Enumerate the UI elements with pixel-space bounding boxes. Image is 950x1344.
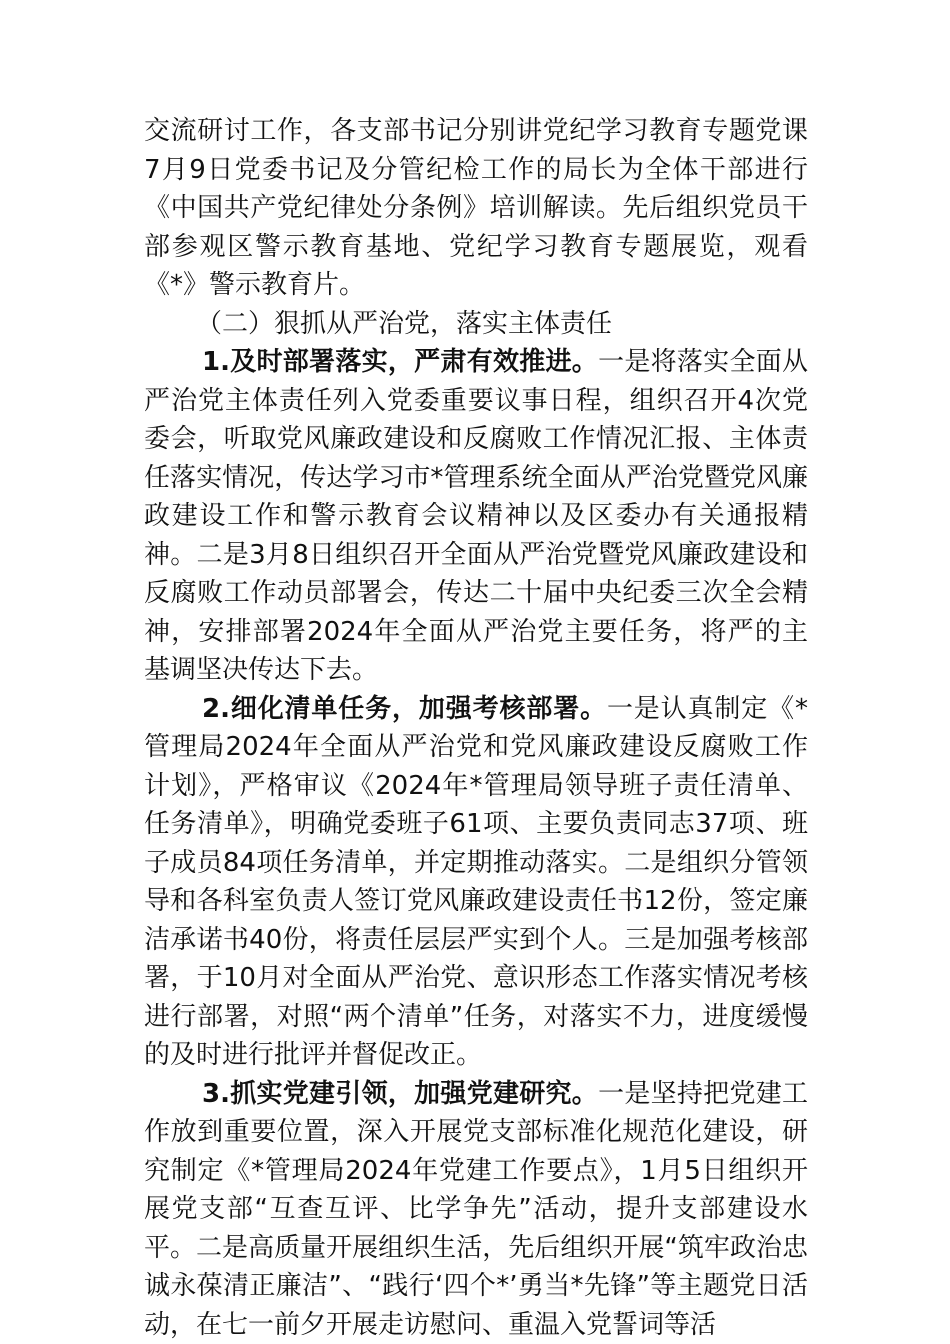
- paragraph-lead: 1.及时部署落实，严肃有效推进。: [202, 347, 599, 377]
- section-heading-text: （二）狠抓从严治党，落实主体责任: [196, 308, 613, 339]
- paragraph-continuation: [144, 112, 808, 305]
- section-heading: [144, 305, 808, 344]
- paragraph-item-3: [144, 1075, 808, 1344]
- paragraph-lead: 2.细化清单任务，加强考核部署。: [202, 693, 607, 724]
- paragraph-text: 一是将落实全面从严治党主体责任列入党委重要议事日程，组织召开4次党委会，听取党风廉政建设和反腐败工作情况汇报、主体责任落实情况，传达学习市*管理系统全面从严治党暨党风廉政建设工作和警示教育会议精神以及区委办有关通报精神。二是3月8日组织召开全面从严治党暨党风廉政建设和反腐败工作动员部署会，传达二十届中央纪委三次全会精神，安排部署2024年全面从严治党主要任务，将严的主基调坚决传达下去。: [144, 347, 808, 685]
- paragraph-item-2: [144, 690, 808, 1075]
- document-page: [144, 112, 808, 1344]
- paragraph-item-1: [144, 343, 808, 690]
- paragraph-text: 交流研讨工作，各支部书记分别讲党纪学习教育专题党课7月9日党委书记及分管纪检工作的局长为全体干部进行《中国共产党纪律处分条例》培训解读。先后组织党员干部参观区警示教育基地、党纪学习教育专题展览，观看《*》警示教育片。: [144, 116, 808, 300]
- paragraph-text: 一是坚持把党建工作放到重要位置，深入开展党支部标准化规范化建设，研究制定《*管理局2024年党建工作要点》，1月5日组织开展党支部“互查互评、比学争先”活动，提升支部建设水平。二是高质量开展组织生活，先后组织开展“筑牢政治忠诚永葆清正廉洁”、“践行‘四个*’勇当*先锋”等主题党日活动，在七一前夕开展走访慰问、重温入党誓词等活: [144, 1078, 808, 1340]
- paragraph-lead: 3.抓实党建引领，加强党建研究。: [202, 1078, 599, 1109]
- paragraph-text: 一是认真制定《*管理局2024年全面从严治党和党风廉政建设反腐败工作计划》，严格审议《2024年*管理局领导班子责任清单、任务清单》，明确党委班子61项、主要负责同志37项、班子成员84项任务清单，并定期推动落实。二是组织分管领导和各科室负责人签订党风廉政建设责任书12份，签定廉洁承诺书40份，将责任层层严实到个人。三是加强考核部署，于10月对全面从严治党、意识形态工作落实情况考核进行部署，对照“两个清单”任务，对落实不力，进度缓慢的及时进行批评并督促改正。: [144, 693, 808, 1070]
